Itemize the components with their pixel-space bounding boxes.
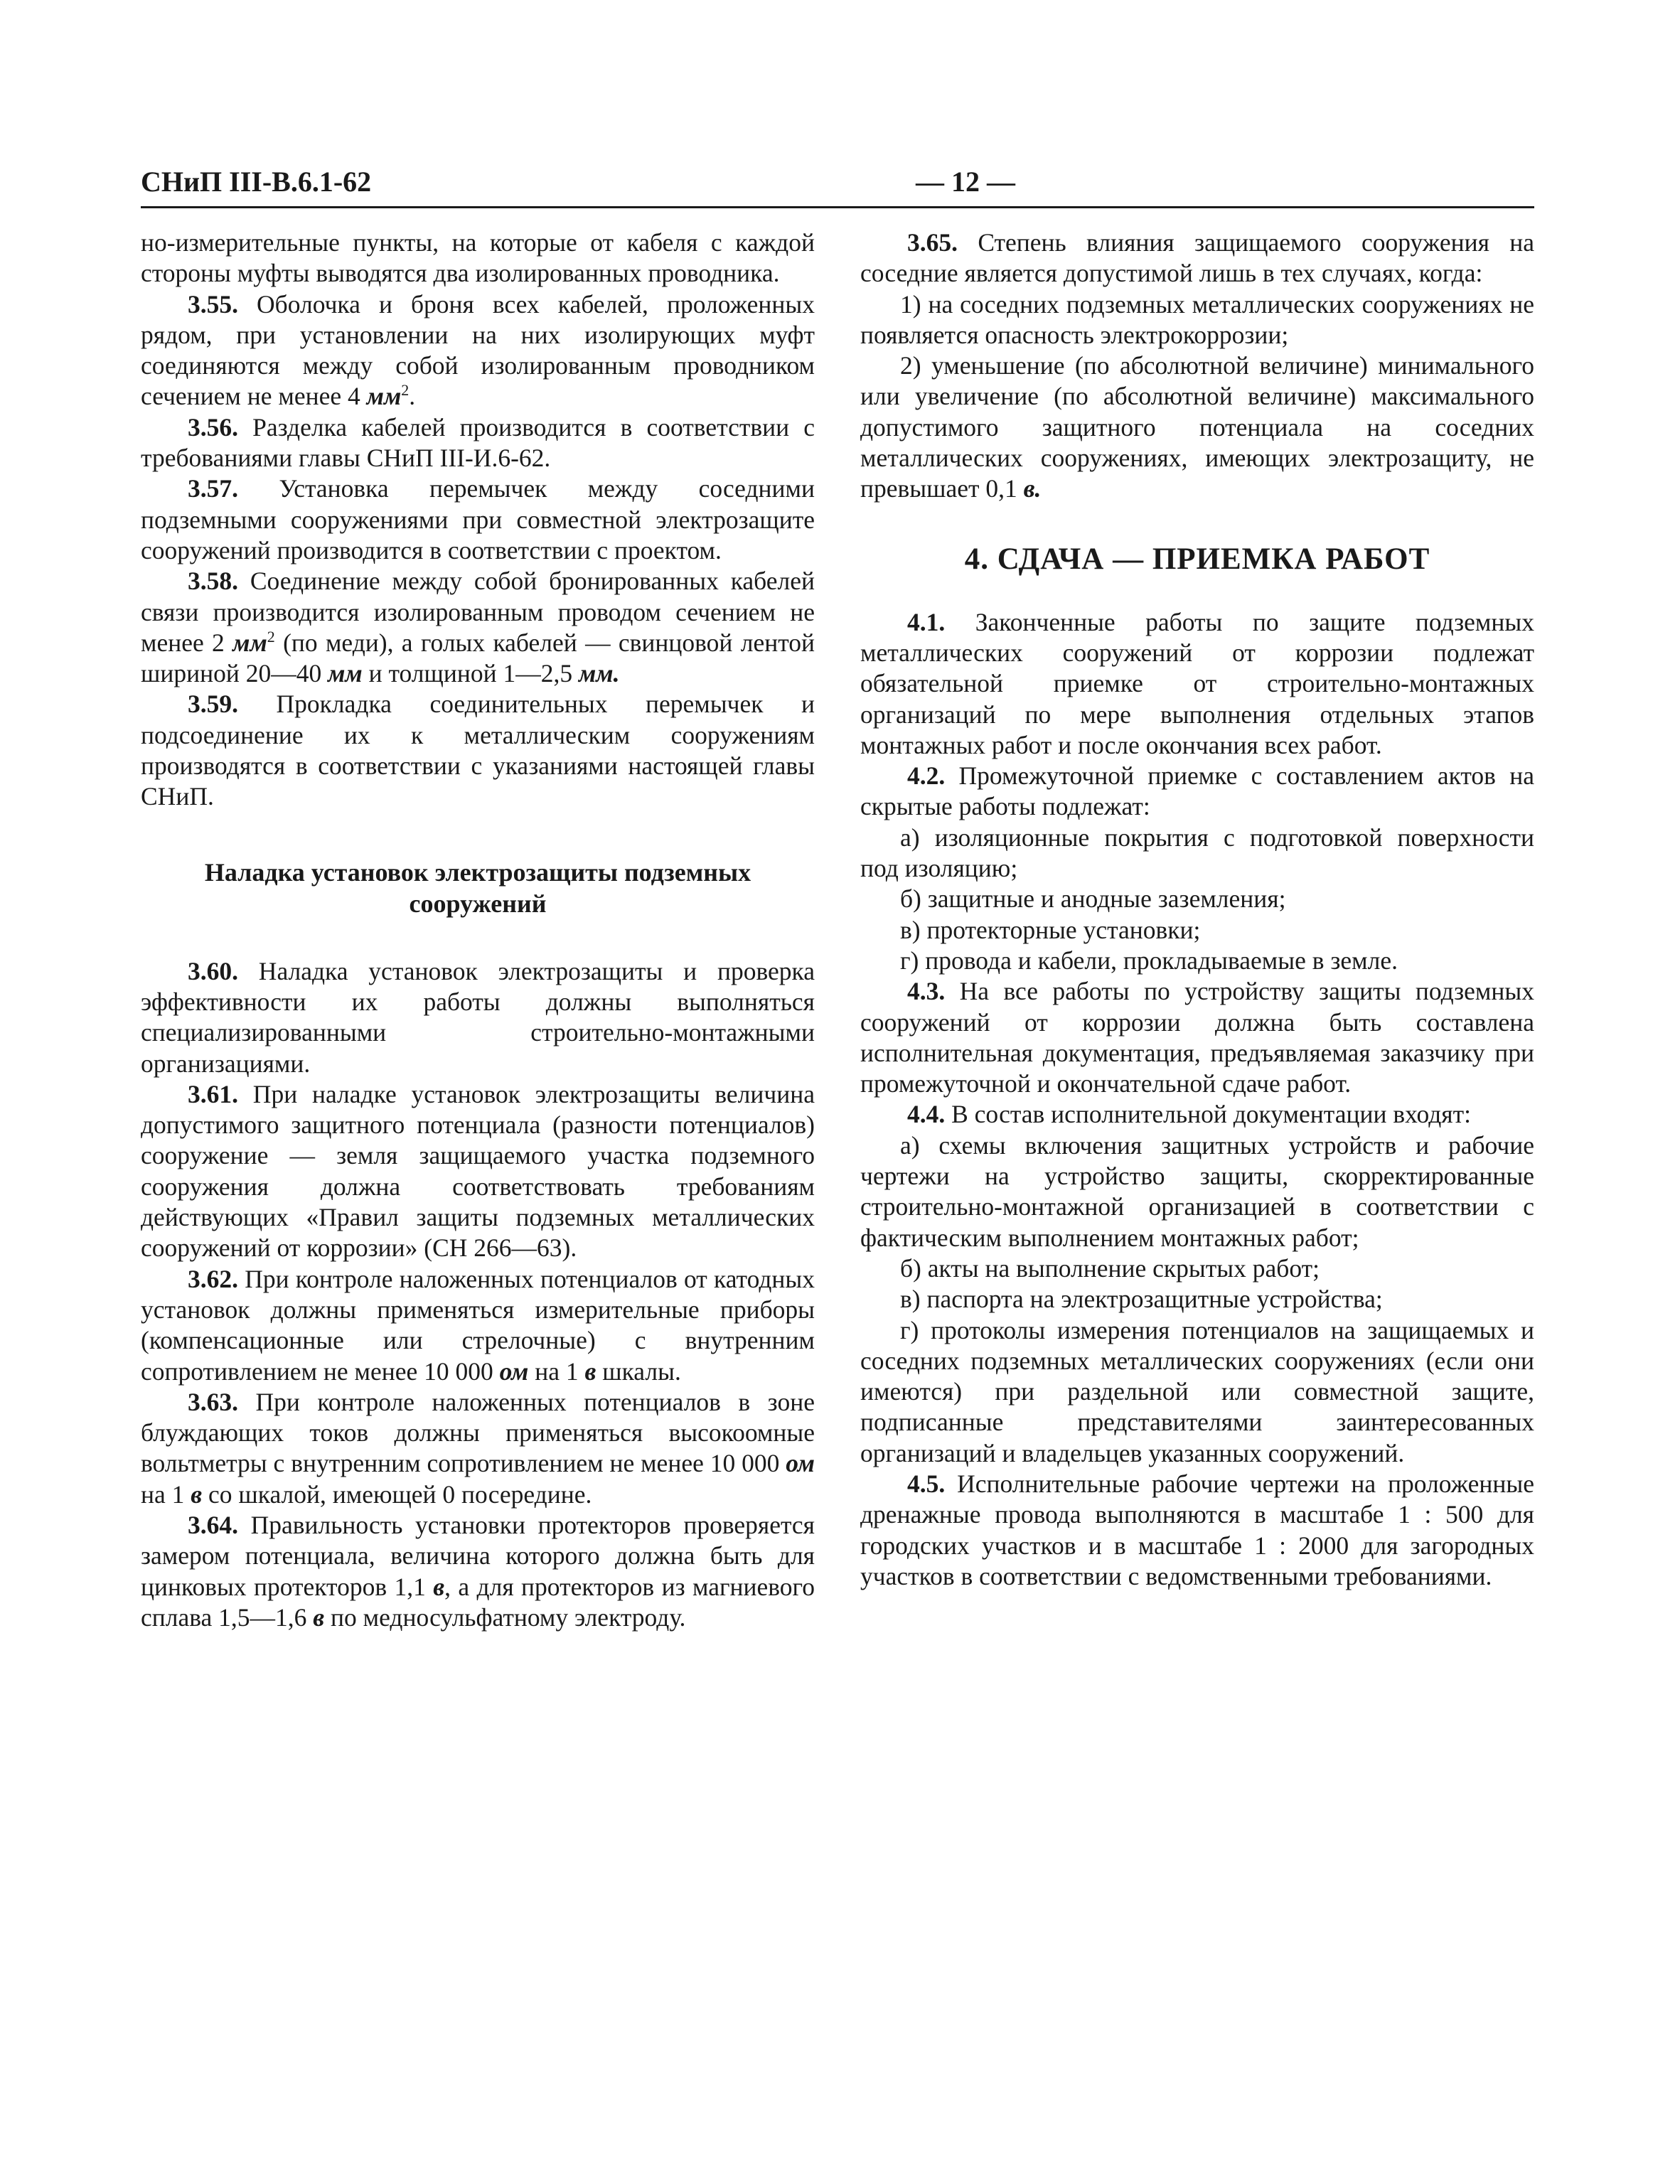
paragraph-3-58: 3.58. Соединение между собой бронированных кабелей связи производится изолированным проводом сечением не менее 2 $мм^2$ (по меди), а голых кабелей — свинцовой лентой шириной 20—40 мм и толщиной 1—2,5 мм. bbox=[141, 567, 815, 688]
unit: в bbox=[313, 1602, 325, 1632]
clause-number: 3.62. bbox=[188, 1264, 238, 1293]
clause-number: 3.59. bbox=[188, 690, 238, 719]
unit: ом bbox=[786, 1449, 815, 1478]
paragraph-intro: но-измерительные пункты, на которые от кабеля с каждой стороны муфты выводятся два изолированных проводника. bbox=[141, 228, 815, 288]
paragraph-4-5: 4.5. Исполнительные рабочие чертежи на проложенные дренажные провода выполняются в масштабе 1 : 500 для городских участков и в масштабе 1 : 2000 для загородных участков в соответствии с ведомственными требованиями. bbox=[860, 1469, 1534, 1590]
list-item-4-2-d: г) провода и кабели, прокладываемые в земле. bbox=[900, 946, 1398, 975]
clause-number: 3.65. bbox=[907, 228, 958, 257]
paragraph-4-1: 4.1. Законченные работы по защите подземных металлических сооружений от коррозии подлежат обязательной приемке от строительно-монтажных организаций по мере выполнения отдельных этапов монтажных работ и после окончания всех работ. bbox=[860, 607, 1534, 759]
unit: мм bbox=[232, 628, 267, 657]
paragraph-3-60: 3.60. Наладка установок электрозащиты и проверка эффективности их работы должны выполняться специализированными строительно-монтажными организациями. bbox=[141, 956, 815, 1078]
paragraph-3-63: 3.63. При контроле наложенных потенциалов в зоне блуждающих токов должны применяться высокоомные вольтметры с внутренним сопротивлением не менее 10 000 ом на 1 в со шкалой, имеющей 0 посередине. bbox=[141, 1387, 815, 1509]
paragraph-3-55: 3.55. Оболочка и броня всех кабелей, проложенных рядом, при установлении на них изолирующих муфт соединяются между собой изолированным проводником сечением не менее 4 $мм^2$. bbox=[141, 289, 815, 411]
paragraph-4-2: 4.2. Промежуточной приемке с составлением актов на скрытые работы подлежат: bbox=[860, 761, 1534, 821]
unit: мм bbox=[366, 382, 402, 411]
paragraph-3-65: 3.65. Степень влияния защищаемого сооружения на соседние является допустимой лишь в тех случаях, когда: bbox=[860, 228, 1534, 288]
list-item-3-65-2: 2) уменьшение (по абсолютной величине) минимального или увеличение (по абсолютной величине) максимального допустимого защитного потенциала на соседних металлических сооружениях, имеющих электрозащиту, не превышает 0,1 в. bbox=[860, 351, 1534, 503]
clause-number: 3.60. bbox=[188, 956, 238, 985]
list-item-4-4-b: б) акты на выполнение скрытых работ; bbox=[900, 1253, 1320, 1283]
clause-number: 4.1. bbox=[907, 607, 946, 636]
document-code: СНиП III-В.6.1-62 bbox=[141, 166, 372, 198]
clause-number: 3.58. bbox=[188, 567, 238, 596]
page-number: — 12 — bbox=[916, 166, 1015, 198]
header-rule bbox=[141, 206, 1534, 208]
unit: в bbox=[433, 1572, 445, 1601]
clause-number: 4.5. bbox=[907, 1469, 946, 1498]
page-header bbox=[141, 165, 1534, 208]
unit: в bbox=[191, 1479, 203, 1509]
paragraph-3-61: 3.61. При наладке установок электрозащиты величина допустимого защитного потенциала (разности потенциалов) сооружение — земля защищаемого участка подземного сооружения должна соответствовать требованиям действующих «Правил защиты подземных металлических сооружений от коррозии» (СН 266—63). bbox=[141, 1079, 815, 1263]
subsection-heading: Наладка установок электрозащиты подземных сооружений bbox=[204, 857, 751, 918]
unit: в bbox=[584, 1356, 596, 1386]
section-heading: 4. СДАЧА — ПРИЕМКА РАБОТ bbox=[964, 542, 1430, 576]
unit: в. bbox=[1023, 474, 1042, 503]
paragraph-3-56: 3.56. Разделка кабелей производится в соответствии с требованиями главы СНиП III-И.6-62. bbox=[141, 412, 815, 473]
list-item-4-2-a: а) изоляционные покрытия с подготовкой поверхности под изоляцию; bbox=[860, 823, 1534, 883]
clause-number: 4.4. bbox=[907, 1100, 946, 1129]
clause-number: 3.63. bbox=[188, 1387, 238, 1416]
unit: мм. bbox=[578, 659, 620, 688]
clause-number: 3.61. bbox=[188, 1079, 238, 1108]
paragraph-3-57: 3.57. Установка перемычек между соседними подземными сооружениями при совместной электрозащите сооружений производится в соответствии с проектом. bbox=[141, 474, 815, 564]
superscript: 2 bbox=[401, 381, 410, 400]
clause-number: 3.57. bbox=[188, 474, 238, 503]
unit: мм bbox=[328, 659, 363, 688]
paragraph-4-4: 4.4. В состав исполнительной документации входят: bbox=[907, 1100, 1471, 1129]
list-item-4-4-a: а) схемы включения защитных устройств и рабочие чертежи на устройство защиты, скорректированные строительно-монтажной организацией в соответствии с фактическим выполнением монтажных работ; bbox=[860, 1130, 1534, 1252]
list-item-4-2-c: в) протекторные установки; bbox=[900, 915, 1201, 944]
clause-number: 3.56. bbox=[188, 412, 238, 441]
left-column bbox=[141, 228, 815, 1633]
clause-number: 4.3. bbox=[907, 977, 946, 1006]
superscript: 2 bbox=[267, 628, 275, 646]
unit: ом bbox=[499, 1356, 529, 1386]
paragraph-3-62: 3.62. При контроле наложенных потенциалов от катодных установок должны применяться измерительные приборы (компенсационные или стрелочные) с внутренним сопротивлением не менее 10 000 ом на 1 в шкалы. bbox=[141, 1264, 815, 1386]
list-item-3-65-1: 1) на соседних подземных металлических сооружениях не появляется опасность электрокоррозии; bbox=[860, 289, 1534, 349]
list-item-4-4-c: в) паспорта на электрозащитные устройства; bbox=[900, 1285, 1383, 1314]
paragraph-3-64: 3.64. Правильность установки протекторов проверяется замером потенциала, величина которого должна быть для цинковых протекторов 1,1 в, а для протекторов из магниевого сплава 1,5—1,6 в по медносульфатному электроду. bbox=[141, 1510, 815, 1632]
clause-number: 3.55. bbox=[188, 289, 238, 318]
clause-number: 3.64. bbox=[188, 1510, 238, 1539]
clause-number: 4.2. bbox=[907, 761, 946, 791]
paragraph-4-3: 4.3. На все работы по устройству защиты подземных сооружений от коррозии должна быть составлена исполнительная документация, предъявляемая заказчику при промежуточной и окончательной сдаче работ. bbox=[860, 977, 1534, 1098]
right-column bbox=[860, 228, 1534, 1592]
paragraph-3-59: 3.59. Прокладка соединительных перемычек и подсоединение их к металлическим сооружениям производятся в соответствии с указаниями настоящей главы СНиП. bbox=[141, 690, 815, 811]
list-item-4-4-d: г) протоколы измерения потенциалов на защищаемых и соседних подземных металлических сооружениях (если они имеются) при раздельной или совместной защите, подписанные представителями заинтересованных организаций и владельцев указанных сооружений. bbox=[860, 1315, 1534, 1467]
list-item-4-2-b: б) защитные и анодные заземления; bbox=[900, 884, 1286, 914]
